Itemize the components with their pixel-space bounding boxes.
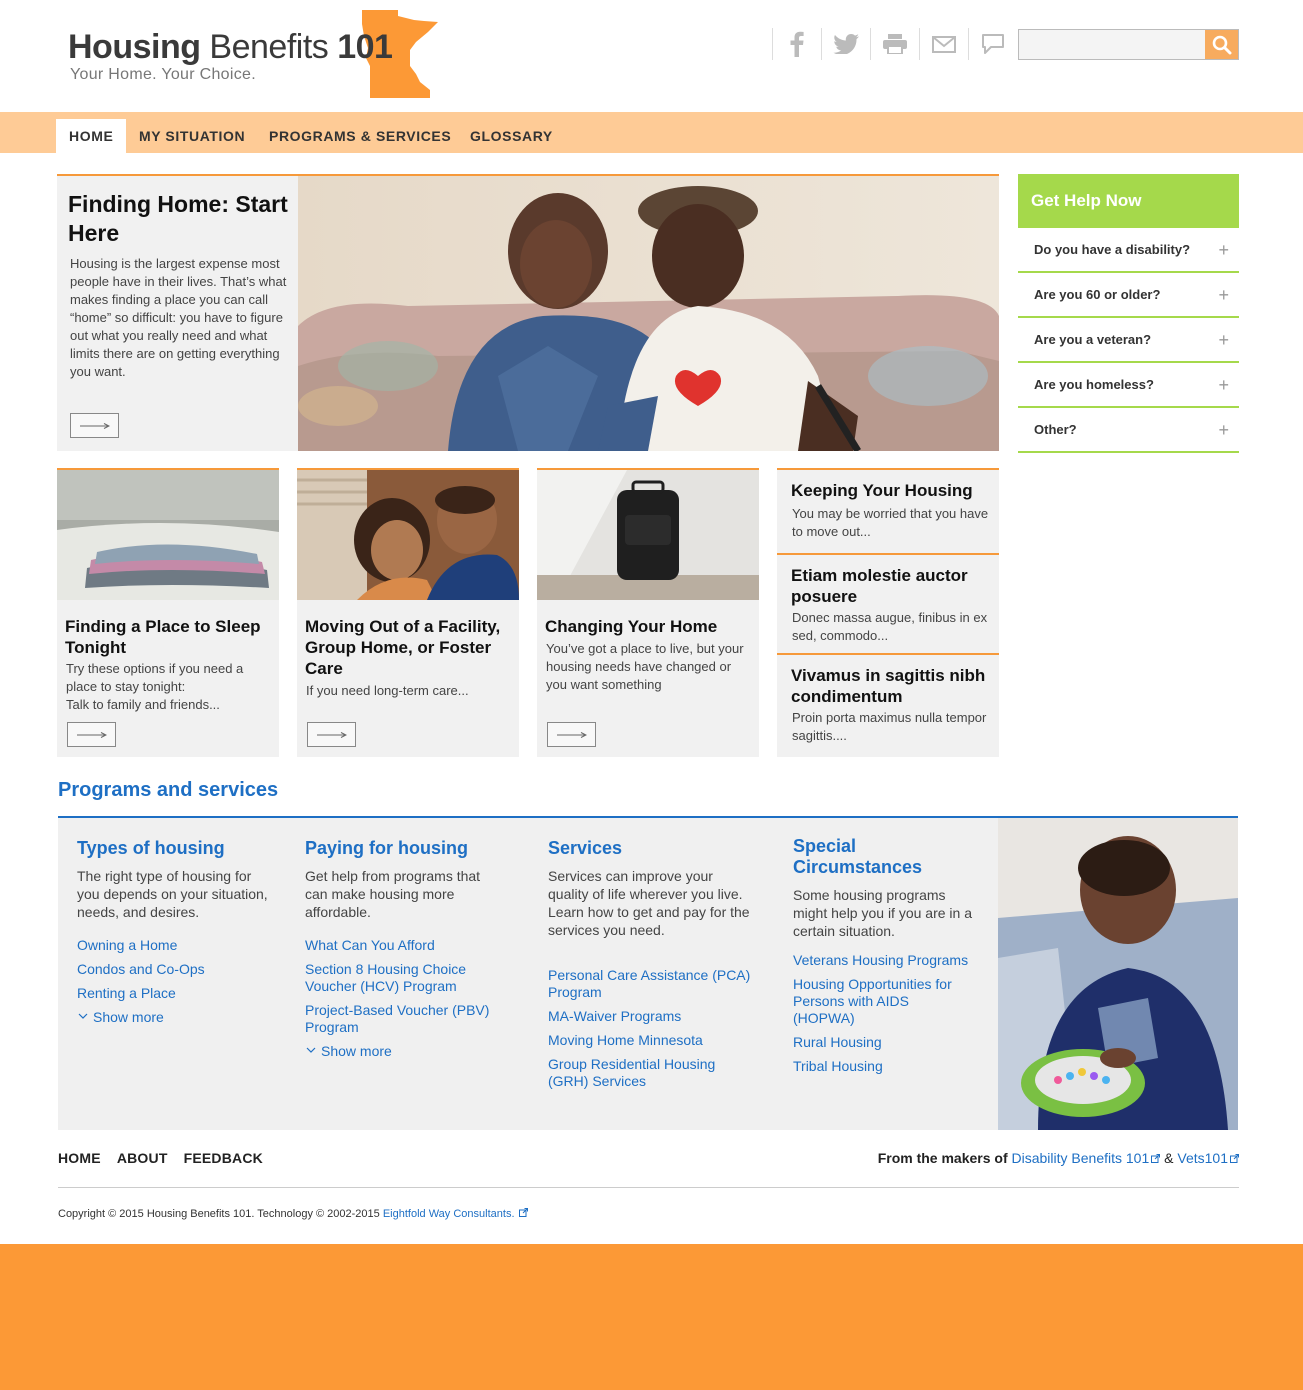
- card-photo-suitcase: [537, 470, 759, 600]
- program-link[interactable]: Housing Opportunities for Persons with AIDS (HOPWA): [793, 976, 952, 1026]
- main-nav: [0, 112, 1303, 153]
- site-header: [0, 0, 1303, 112]
- column-description: Services can improve your quality of life wherever you live. Learn how to get and pay for the services you need.: [548, 868, 750, 938]
- hero-feature: [57, 174, 999, 451]
- eightfold-way-link[interactable]: Eightfold Way Consultants.: [383, 1208, 528, 1220]
- column-description: Get help from programs that can make housing more affordable.: [305, 868, 481, 920]
- external-link-icon: [1151, 1154, 1160, 1163]
- card-arrow-button[interactable]: [67, 722, 116, 747]
- show-more-button[interactable]: [305, 1043, 495, 1059]
- footer-divider: [58, 1187, 1239, 1188]
- mini-card-body: Proin porta maximus nulla tempor sagittis....: [792, 710, 987, 743]
- plus-icon: +: [1218, 285, 1229, 305]
- programs-column-special: [793, 836, 973, 1082]
- twitter-icon: [833, 34, 859, 54]
- logo-title: Housing Benefits 101: [68, 28, 393, 66]
- column-description: The right type of housing for you depends on your situation, needs, and desires.: [77, 868, 268, 920]
- program-link[interactable]: Renting a Place: [77, 985, 176, 1001]
- help-item-label: Do you have a disability?: [1034, 242, 1191, 257]
- makers-prefix: From the makers of: [877, 1150, 1008, 1166]
- site-logo[interactable]: [68, 10, 448, 100]
- column-description: Some housing programs might help you if you are in a certain situation.: [793, 887, 972, 939]
- card-body: Try these options if you need a place to stay tonight: Talk to family and friends...: [66, 661, 244, 712]
- program-link[interactable]: MA-Waiver Programs: [548, 1008, 682, 1024]
- program-link[interactable]: Personal Care Assistance (PCA) Program: [548, 967, 751, 1000]
- copyright-text: Copyright © 2015 Housing Benefits 101. Technology © 2002-2015: [58, 1208, 380, 1220]
- card-sleep-tonight[interactable]: [57, 468, 279, 757]
- arrow-right-icon: [557, 732, 587, 738]
- help-item-60-or-older[interactable]: [1018, 273, 1239, 318]
- chevron-down-icon: [77, 1013, 91, 1021]
- vets101-link[interactable]: Vets101: [1177, 1150, 1239, 1166]
- nav-my-situation[interactable]: MY SITUATION: [139, 128, 246, 144]
- program-link[interactable]: Veterans Housing Programs: [793, 952, 969, 968]
- makers-amp: &: [1164, 1150, 1174, 1166]
- card-title: Moving Out of a Facility, Group Home, or Foster Care: [305, 617, 501, 678]
- footer-link-home[interactable]: HOME: [58, 1150, 101, 1166]
- social-toolbar: [772, 28, 1017, 60]
- plus-icon: +: [1218, 330, 1229, 350]
- email-button[interactable]: [919, 28, 968, 60]
- mini-card-title: Etiam molestie auctor posuere: [791, 566, 968, 606]
- plus-icon: +: [1218, 420, 1229, 440]
- column-title[interactable]: Paying for housing: [305, 838, 469, 858]
- programs-column-paying: [305, 838, 495, 1059]
- programs-column-types: [77, 838, 277, 1025]
- makers-credit: [878, 1150, 1239, 1166]
- program-link[interactable]: Group Residential Housing (GRH) Services: [548, 1056, 716, 1089]
- mini-card-keeping-housing[interactable]: [777, 468, 999, 553]
- card-arrow-button[interactable]: [307, 722, 356, 747]
- help-item-label: Other?: [1034, 422, 1077, 437]
- program-link[interactable]: Project-Based Voucher (PBV) Program: [305, 1002, 490, 1035]
- search-button[interactable]: [1205, 30, 1238, 59]
- plus-icon: +: [1218, 375, 1229, 395]
- mini-card-body: Donec massa augue, finibus in ex sed, commodo...: [792, 610, 988, 643]
- disability-benefits-link[interactable]: Disability Benefits 101: [1012, 1150, 1161, 1166]
- column-title[interactable]: Special Circumstances: [793, 836, 923, 877]
- nav-home[interactable]: HOME: [56, 119, 126, 153]
- get-help-title: Get Help Now: [1018, 174, 1239, 228]
- mini-card-title: Keeping Your Housing: [791, 481, 973, 500]
- hero-title: Finding Home: Start Here: [68, 191, 288, 246]
- nav-glossary[interactable]: GLOSSARY: [470, 128, 553, 144]
- card-body: You’ve got a place to live, but your housing needs have changed or you want something: [546, 641, 744, 692]
- show-more-label: Show more: [321, 1043, 392, 1059]
- external-link-icon: [1230, 1154, 1239, 1163]
- program-link[interactable]: Moving Home Minnesota: [548, 1032, 703, 1048]
- hero-text: [68, 190, 288, 381]
- help-item-homeless[interactable]: [1018, 363, 1239, 408]
- arrow-right-icon: [80, 423, 110, 429]
- card-photo-children: [297, 470, 519, 600]
- hero-arrow-button[interactable]: [70, 413, 119, 438]
- card-title: Finding a Place to Sleep Tonight: [65, 617, 261, 657]
- card-photo-bed: [57, 470, 279, 600]
- programs-panel: [58, 816, 1238, 1130]
- show-more-label: Show more: [93, 1009, 164, 1025]
- card-title: Changing Your Home: [545, 617, 718, 636]
- chevron-down-icon: [305, 1047, 319, 1055]
- footer-band: [0, 1244, 1303, 1390]
- show-more-button[interactable]: [77, 1009, 277, 1025]
- program-link[interactable]: Tribal Housing: [793, 1058, 883, 1074]
- help-item-disability[interactable]: [1018, 228, 1239, 273]
- arrow-right-icon: [77, 732, 107, 738]
- help-item-veteran[interactable]: [1018, 318, 1239, 363]
- card-body: If you need long-term care...: [306, 683, 469, 698]
- footer-link-about[interactable]: ABOUT: [116, 1150, 168, 1166]
- mini-card-title: Vivamus in sagittis nibh condimentum: [791, 666, 986, 706]
- footer-nav: [58, 1150, 279, 1166]
- program-link[interactable]: Owning a Home: [77, 937, 178, 953]
- program-link[interactable]: What Can You Afford: [305, 937, 435, 953]
- help-item-label: Are you 60 or older?: [1034, 287, 1161, 302]
- search-box: [1018, 29, 1239, 60]
- mini-card-vivamus[interactable]: [777, 653, 999, 757]
- twitter-button[interactable]: [821, 28, 870, 60]
- card-arrow-button[interactable]: [547, 722, 596, 747]
- help-item-other[interactable]: [1018, 408, 1239, 453]
- get-help-panel: [1018, 174, 1239, 453]
- programs-heading: Programs and services: [58, 779, 279, 801]
- program-link[interactable]: Condos and Co-Ops: [77, 961, 205, 977]
- chat-icon: [981, 33, 1005, 55]
- arrow-right-icon: [317, 732, 347, 738]
- facebook-icon: [790, 31, 804, 57]
- programs-photo-child: [998, 818, 1238, 1130]
- programs-column-services: [548, 838, 753, 1097]
- search-icon: [1212, 35, 1232, 55]
- help-item-label: Are you homeless?: [1034, 377, 1154, 392]
- chat-button[interactable]: [968, 28, 1017, 60]
- card-changing-home[interactable]: [537, 468, 759, 757]
- column-title[interactable]: Services: [548, 838, 623, 858]
- help-item-label: Are you a veteran?: [1034, 332, 1152, 347]
- card-moving-out[interactable]: [297, 468, 519, 757]
- nav-programs-services[interactable]: PROGRAMS & SERVICES: [269, 128, 452, 144]
- mini-card-etiam[interactable]: [777, 553, 999, 653]
- program-link[interactable]: Section 8 Housing Choice Voucher (HCV) Program: [305, 961, 467, 994]
- plus-icon: +: [1218, 240, 1229, 260]
- print-button[interactable]: [870, 28, 919, 60]
- search-input[interactable]: [1019, 30, 1205, 59]
- facebook-button[interactable]: [772, 28, 821, 60]
- hero-photo-couple: [298, 176, 999, 451]
- column-title[interactable]: Types of housing: [77, 838, 225, 858]
- print-icon: [883, 34, 907, 54]
- mini-card-body: You may be worried that you have to move out...: [792, 506, 989, 539]
- copyright: [58, 1208, 528, 1220]
- program-link[interactable]: Rural Housing: [793, 1034, 882, 1050]
- footer-link-feedback[interactable]: FEEDBACK: [183, 1150, 263, 1166]
- email-icon: [932, 36, 956, 53]
- external-link-icon: [519, 1208, 528, 1217]
- hero-body: Housing is the largest expense most people have in their lives. That’s what makes finding a place you can call “home” so difficult: you have to figure out what you really need and what limits there are on getting everything you want.: [70, 256, 287, 379]
- logo-tagline: Your Home. Your Choice.: [70, 66, 256, 83]
